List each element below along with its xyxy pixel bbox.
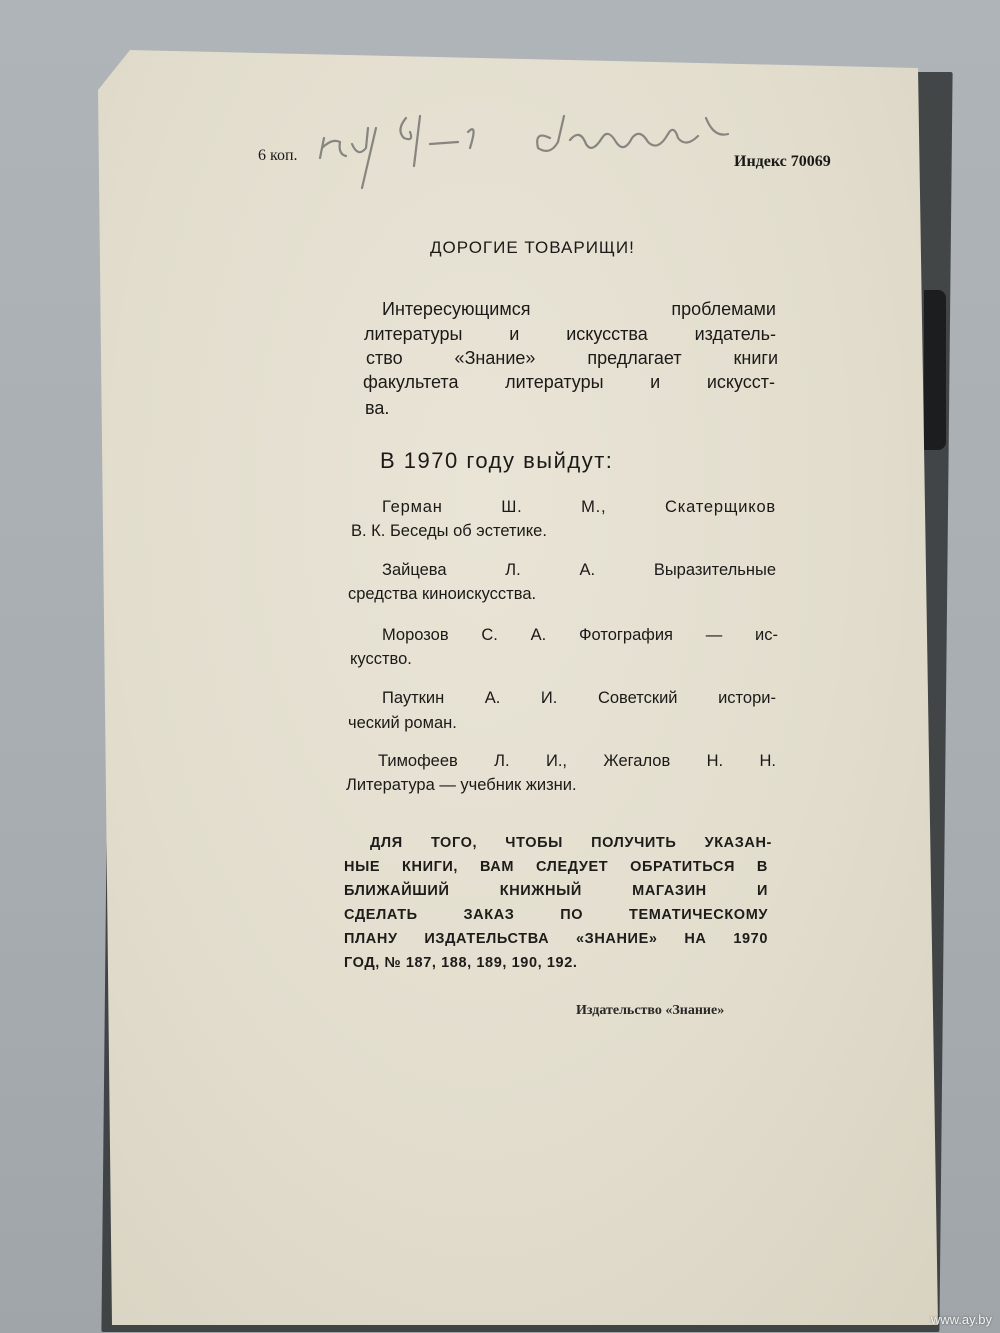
book-entry-line: Литература — учебник жизни.	[346, 776, 577, 794]
book-entry-line: Герман Ш. М., Скатерщиков	[382, 498, 776, 516]
dark-object-edge	[924, 290, 946, 450]
greeting-heading: ДОРОГИЕ ТОВАРИЩИ!	[430, 238, 635, 257]
year-heading: В 1970 году выйдут:	[380, 448, 614, 473]
order-notice-line: СДЕЛАТЬ ЗАКАЗ ПО ТЕМАТИЧЕСКОМУ	[344, 907, 768, 923]
book-entry-line: ческий роман.	[348, 714, 457, 732]
intro-line: ва.	[365, 398, 390, 418]
book-entry-line: кусство.	[350, 650, 412, 668]
intro-line: ство «Знание» предлагает книги	[366, 348, 778, 368]
intro-line: литературы и искусства издатель-	[364, 324, 776, 344]
site-watermark: www.ay.by	[930, 1312, 992, 1327]
order-notice-line: ПЛАНУ ИЗДАТЕЛЬСТВА «ЗНАНИЕ» НА 1970	[344, 931, 768, 947]
book-entry-line: средства киноискусства.	[348, 585, 537, 603]
intro-line: факультета литературы и искусст-	[363, 372, 775, 392]
book-entry-line: Пауткин А. И. Советский истори-	[382, 689, 776, 707]
handwritten-note-drawing	[318, 98, 838, 193]
publisher-signature: Издательство «Знание»	[576, 1003, 725, 1018]
order-notice-line: ДЛЯ ТОГО, ЧТОБЫ ПОЛУЧИТЬ УКАЗАН-	[370, 835, 772, 851]
order-notice-line: ГОД, № 187, 188, 189, 190, 192.	[344, 955, 578, 971]
book-entry-line: Морозов С. А. Фотография — ис-	[382, 626, 778, 644]
book-entry-line: Тимофеев Л. И., Жегалов Н. Н.	[378, 752, 776, 770]
order-notice-line: НЫЕ КНИГИ, ВАМ СЛЕДУЕТ ОБРАТИТЬСЯ В	[344, 859, 768, 875]
price-label: 6 коп.	[258, 147, 298, 164]
order-notice-line: БЛИЖАЙШИЙ КНИЖНЫЙ МАГАЗИН И	[344, 883, 768, 899]
book-entry-line: В. К. Беседы об эстетике.	[351, 522, 547, 540]
intro-line: Интересующимся проблемами	[382, 299, 776, 319]
book-entry-line: Зайцева Л. А. Выразительные	[382, 561, 776, 579]
catalog-index: Индекс 70069	[734, 153, 831, 170]
